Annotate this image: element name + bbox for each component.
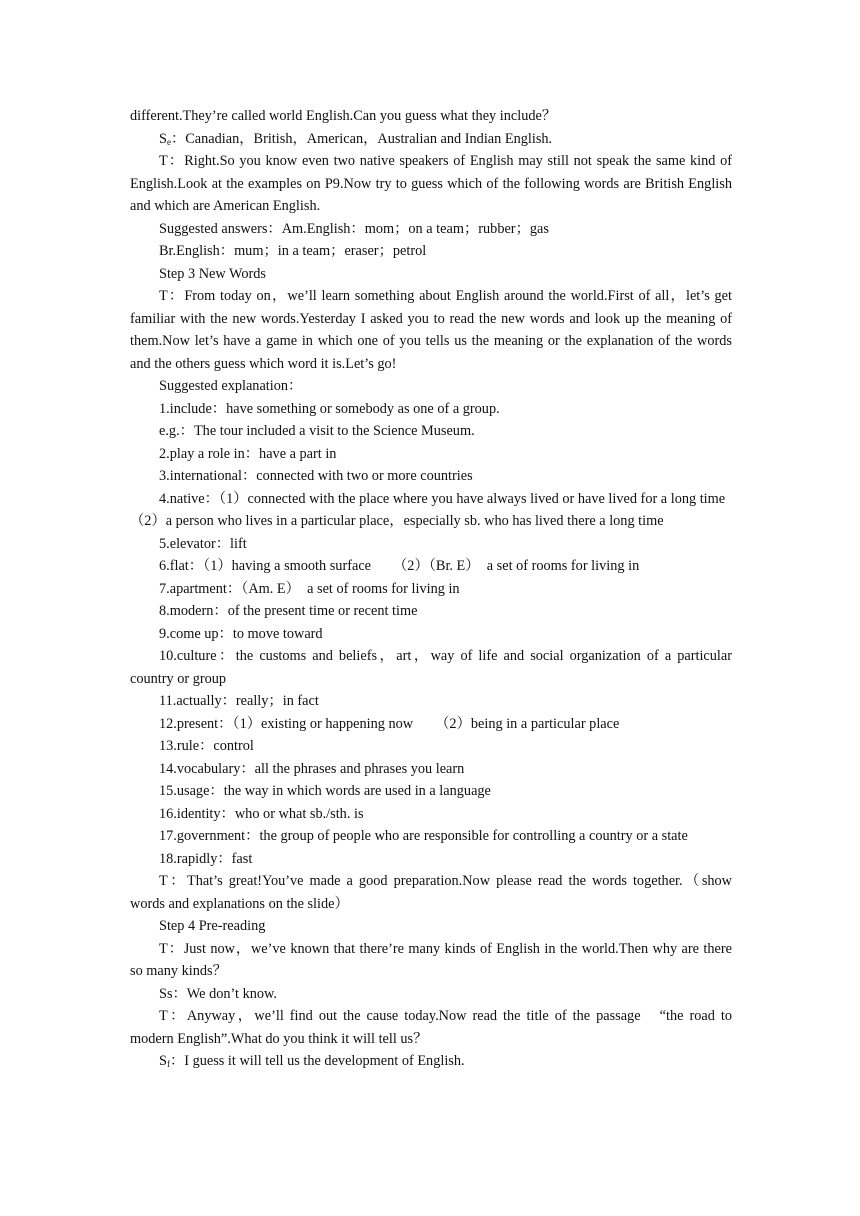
vocab-item	[130, 555, 732, 578]
vocab-sense-2: （2）（Br. E） a set of rooms for living in	[393, 558, 640, 574]
step-heading: Step 3 New Words	[159, 265, 266, 282]
student-answer-line	[130, 1050, 732, 1073]
vocab-item: 16.identity：who or what sb./sth. is	[159, 805, 364, 822]
vocab-item: 7.apartment：（Am. E） a set of rooms for living in	[159, 580, 460, 597]
speaker-subscript: e	[166, 136, 171, 147]
list-heading: Suggested explanation：	[159, 378, 303, 394]
answer-text: ：Canadian，British，American，Australian and Indian English.	[170, 130, 553, 147]
paragraph: T：Anyway，we’ll find out the cause today.Now read the title of the passage “the road to modern English”.What do you think it will tell us？	[130, 1008, 732, 1047]
lesson-plan-text	[130, 105, 732, 1073]
paragraph: T：Just now，we’ve known that there’re many kinds of English in the world.Then why are there so many kinds？	[130, 940, 732, 979]
vocab-item: 8.modern：of the present time or recent time	[159, 603, 418, 619]
vocab-item: 2.play a role in：have a part in	[159, 445, 337, 462]
vocab-item: 5.elevator：lift	[159, 535, 247, 552]
speaker-label: S	[159, 1053, 167, 1069]
vocab-item: 11.actually：really；in fact	[159, 693, 319, 709]
vocab-sense-1: 6.flat：（1）having a smooth surface	[159, 558, 372, 574]
answer-text: ：I guess it will tell us the development of English.	[169, 1053, 465, 1069]
student-answer-line	[130, 128, 732, 151]
vocab-item: 4.native：（1）connected with the place where you have always lived or have lived for a long time	[159, 490, 726, 507]
example-line: e.g.：The tour included a visit to the Science Museum.	[159, 423, 475, 439]
student-answer-line: Ss：We don’t know.	[159, 985, 277, 1002]
vocab-item: 9.come up：to move toward	[159, 625, 323, 642]
vocab-item: 14.vocabulary：all the phrases and phrases you learn	[159, 760, 465, 777]
paragraph: different.They’re called world English.Can you guess what they include？	[130, 108, 557, 124]
vocab-item: 10.culture：the customs and beliefs，art，way of life and social organization of a particular country or group	[130, 648, 732, 687]
vocab-item: 3.international：connected with two or more countries	[159, 468, 473, 484]
vocab-item	[130, 713, 732, 736]
step-heading: Step 4 Pre-reading	[159, 918, 266, 934]
vocab-subitem: （2）a person who lives in a particular place，especially sb. who has lived there a long time	[130, 513, 664, 529]
paragraph: T：From today on，we’ll learn something about English around the world.First of all，let’s get familiar with the new words.Yesterday I asked you to read the new words and look up the meaning of them.Now let’s have a game in which one of you tells us the meaning or the explanation of the words and the others guess which word it is.Let’s go!	[130, 288, 732, 372]
vocab-item: 17.government：the group of people who are responsible for controlling a country or a state	[159, 828, 688, 844]
vocab-sense-1: 12.present：（1）existing or happening now	[159, 715, 414, 732]
paragraph: T：That’s great!You’ve made a good preparation.Now please read the words together.（show words and explanations on the slide）	[130, 873, 732, 912]
suggested-answers-line: Suggested answers：Am.English：mom；on a team；rubber；gas	[159, 220, 549, 237]
speaker-subscript: f	[166, 1059, 170, 1069]
speaker-label: S	[159, 130, 167, 147]
vocab-item: 15.usage：the way in which words are used in a language	[159, 783, 491, 799]
vocab-item: 13.rule：control	[159, 738, 254, 754]
vocab-sense-2: （2）being in a particular place	[435, 715, 620, 732]
vocab-item: 1.include：have something or somebody as one of a group.	[159, 400, 500, 417]
paragraph: T：Right.So you know even two native speakers of English may still not speak the same kind of English.Look at the examples on P9.Now try to guess which of the following words are British English and which are American English.	[130, 153, 732, 214]
suggested-answers-line: Br.English：mum；in a team；eraser；petrol	[159, 243, 427, 259]
vocab-item: 18.rapidly：fast	[159, 850, 253, 867]
